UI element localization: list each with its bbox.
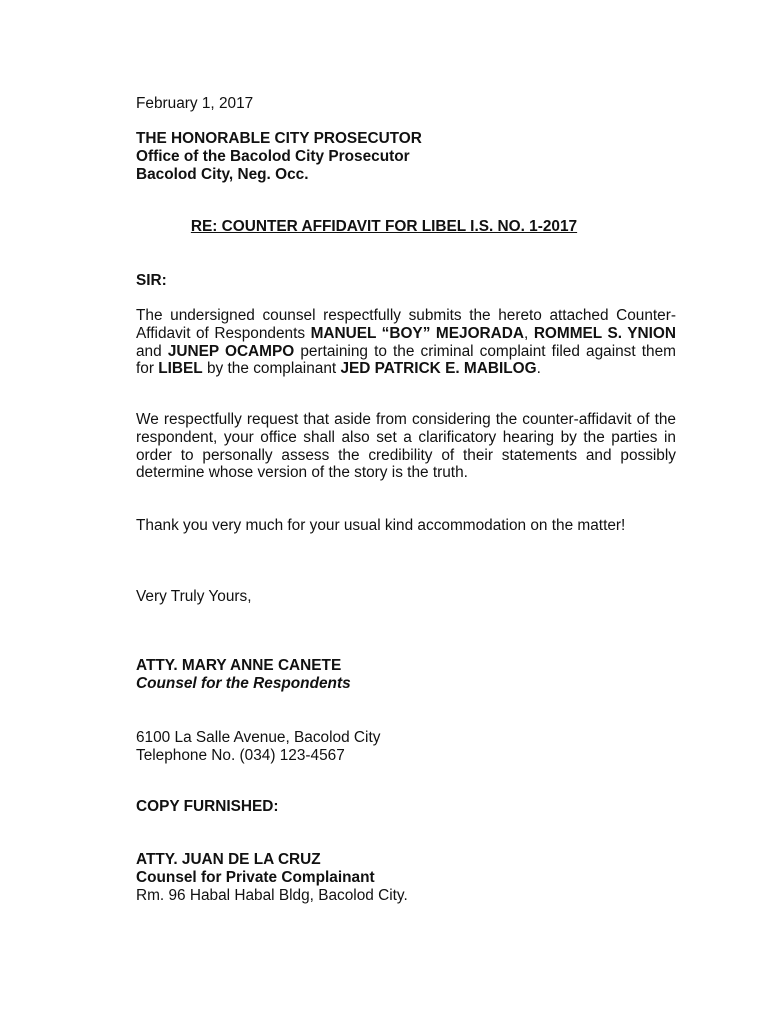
respondent-3: JUNEP OCAMPO — [167, 342, 295, 360]
copy-title: Counsel for Private Complainant — [136, 868, 375, 886]
letter-date: February 1, 2017 — [136, 95, 254, 112]
complainant: JED PATRICK E. MABILOG — [340, 360, 537, 378]
subject-text: RE: COUNTER AFFIDAVIT FOR LIBEL I.S. NO. 1-2017 — [190, 218, 578, 235]
p1-text-6: . — [536, 360, 541, 378]
charge: LIBEL — [158, 360, 203, 378]
p1-text-4: pertaining to the criminal complaint filed against them for — [136, 342, 676, 378]
signatory-name: ATTY. MARY ANNE CANETE — [136, 657, 342, 674]
p1-text-5: by the complainant — [202, 360, 341, 378]
addressee-line-2: Office of the Bacolod City Prosecutor — [136, 147, 410, 165]
address-line-1: 6100 La Salle Avenue, Bacolod City — [136, 729, 381, 746]
addressee-line-3: Bacolod City, Neg. Occ. — [136, 165, 309, 183]
copy-furnished-block — [136, 851, 676, 904]
signature-block — [136, 657, 676, 693]
salutation: SIR: — [136, 272, 167, 289]
p1-text-2: , — [524, 324, 534, 342]
p1-text-3: and — [136, 342, 168, 360]
paragraph-3: Thank you very much for your usual kind accommodation on the matter! — [136, 517, 626, 534]
respondent-1: MANUEL “BOY” MEJORADA — [310, 324, 524, 342]
paragraph-2: We respectfully request that aside from considering the counter-affidavit of the respondent, your office shall also set a clarificatory hearing by the parties in order to personally assess the credibility of their statements and possibly determine whose version of the story is the truth. — [136, 411, 676, 482]
paragraph-1 — [136, 307, 676, 378]
copy-furnished-label: COPY FURNISHED: — [136, 798, 279, 815]
addressee-line-1: THE HONORABLE CITY PROSECUTOR — [136, 130, 422, 147]
copy-name: ATTY. JUAN DE LA CRUZ — [136, 851, 321, 868]
respondent-2: ROMMEL S. YNION — [533, 324, 676, 342]
counsel-address — [136, 729, 676, 765]
address-line-2: Telephone No. (034) 123-4567 — [136, 746, 345, 764]
addressee-block — [136, 130, 676, 183]
closing: Very Truly Yours, — [136, 588, 252, 605]
signatory-title: Counsel for the Respondents — [136, 674, 351, 692]
copy-address: Rm. 96 Habal Habal Bldg, Bacolod City. — [136, 886, 408, 904]
subject-line — [0, 218, 768, 236]
p1-text-1: The undersigned counsel respectfully submits the hereto attached Counter-Affidavit of Respondents — [136, 307, 676, 342]
